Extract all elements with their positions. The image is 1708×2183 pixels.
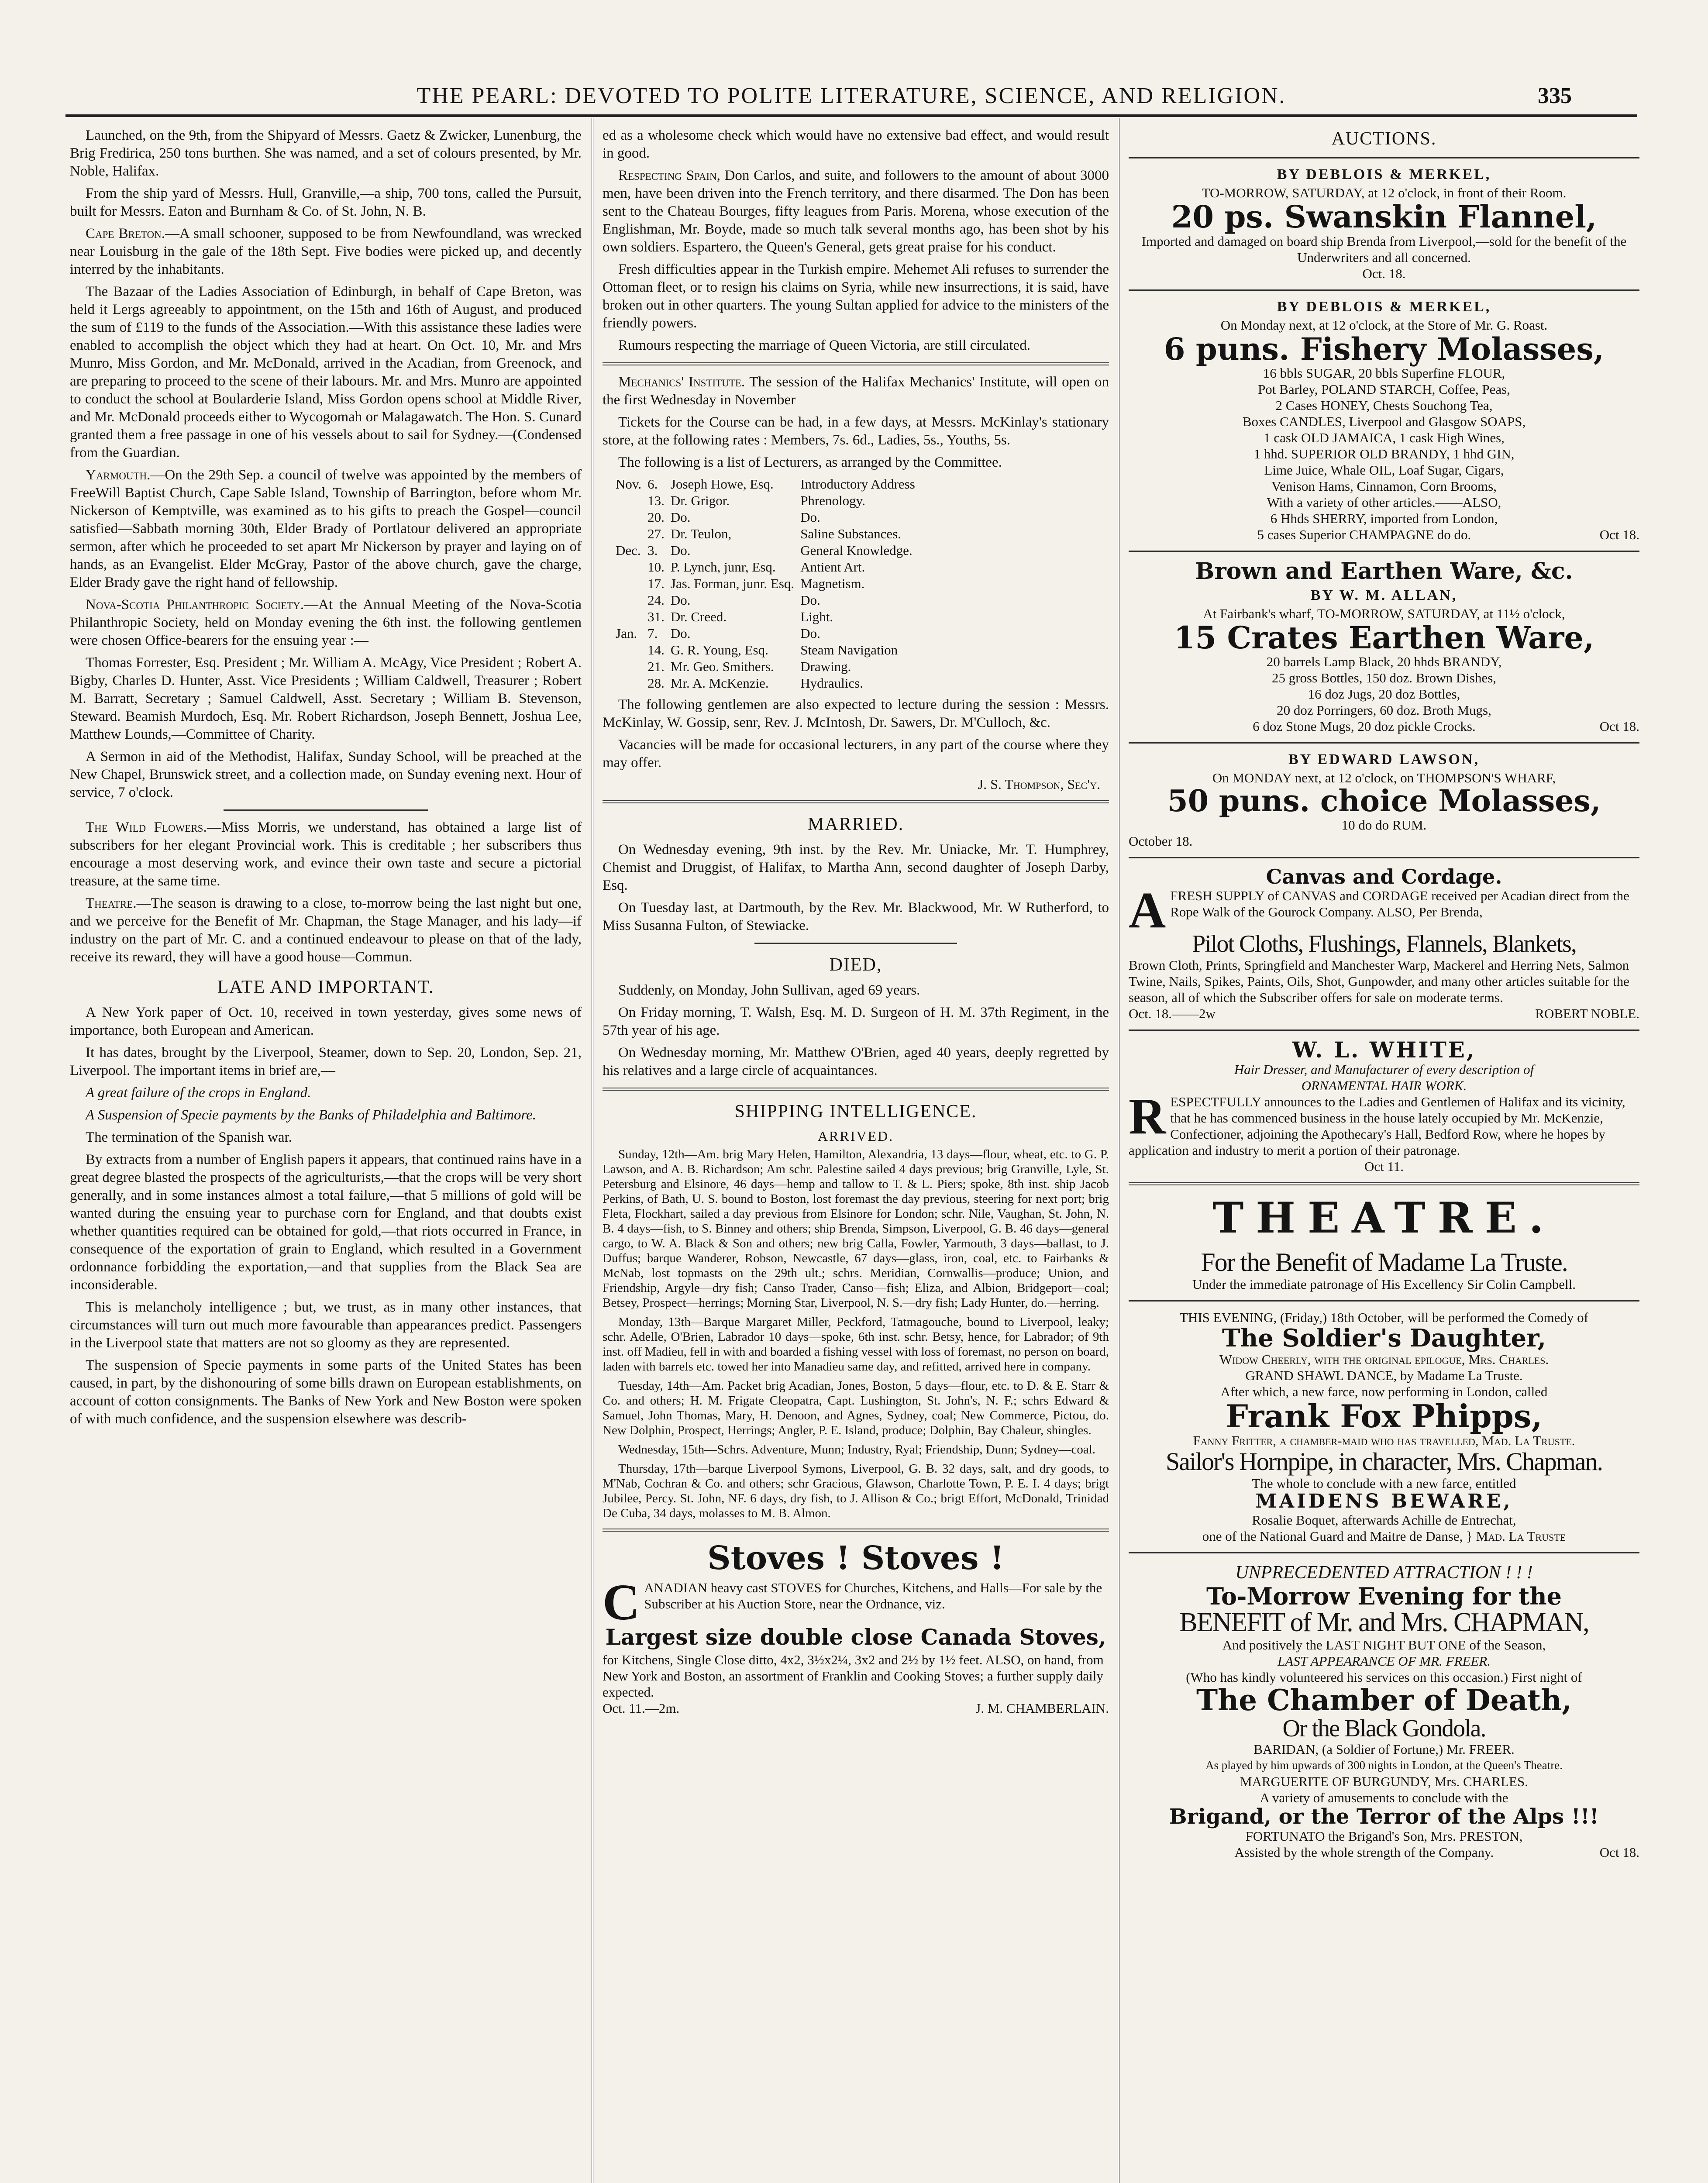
- stoves-text: ANADIAN heavy cast STOVES for Churches, Kitchens, and Halls—For sale by the Subscriber at his Auction Store, near the Ordnance, viz.: [644, 1580, 1102, 1611]
- sermon-paragraph: A Sermon in aid of the Methodist, Halifax, Sunday School, will be preached at the New Chapel, Brunswick street, and a collection made, on Sunday evening next. Hour of service, 7 o'clock.: [70, 749, 582, 800]
- auction-note: Imported and damaged on board ship Brenda from Liverpool,—sold for the benefit of the Underwriters and all concerned.: [1141, 233, 1627, 265]
- shipping-entry-thursday: Thursday, 17th—barque Liverpool Symons, Liverpool, G. B. 32 days, salt, and dry goods, to M'Nab, Cochran & Co. and others; schr Gracious, Glawson, Charlotte Town, P. E. I. 4 days; brigt Jubilee, Percy. St. John, NF. 6 days, dry fish, to J. Allison & Co.; brigt Effort, McDonald, Trinidad De Cuba, 34 days, molasses to M. B. Almon.: [603, 1462, 1109, 1520]
- auction-line-text: 5 cases Superior CHAMPAGNE do do.: [1257, 527, 1471, 542]
- auction-date: Oct 18.: [1599, 527, 1639, 542]
- theatre-footer: [1129, 1844, 1639, 1860]
- lecturers-intro: The following is a list of Lecturers, as arranged by the Committee.: [618, 455, 1002, 470]
- item-lead: Cape Breton.: [86, 226, 165, 241]
- auction-line-text: 6 doz Stone Mugs, 20 doz pickle Crocks.: [1253, 719, 1476, 734]
- auction-line: Lime Juice, Whale OIL, Loaf Sugar, Cigars,: [1264, 462, 1504, 478]
- lecture-row: [616, 476, 921, 492]
- lecture-row: [616, 642, 921, 658]
- play-cast: Widow Cheerly, with the original epilogue, Mrs. Charles.: [1219, 1351, 1549, 1367]
- play-cast: Rosalie Boquet, afterwards Achille de Entrechat,: [1252, 1512, 1516, 1528]
- play-title: The Chamber of Death,: [1196, 1683, 1572, 1718]
- lecture-month: [616, 642, 647, 658]
- lecture-name: Do.: [670, 543, 691, 558]
- auctioneer-name: BY EDWARD LAWSON,: [1288, 751, 1480, 768]
- divider: [1129, 742, 1639, 744]
- lecture-name: Mr. Geo. Smithers.: [670, 659, 774, 674]
- theatre-patronage: Under the immediate patronage of His Excellency Sir Colin Campbell.: [1192, 1277, 1576, 1292]
- lecture-month: [616, 575, 647, 592]
- canvas-footer: [1129, 1005, 1639, 1022]
- lecture-row: [616, 592, 921, 609]
- died-notice-1: Suddenly, on Monday, John Sullivan, aged 69 years.: [618, 982, 920, 998]
- lecture-topic: Saline Substances.: [800, 526, 901, 541]
- divider: [603, 1088, 1109, 1091]
- freer-last-appearance: LAST APPEARANCE OF MR. FREER.: [1278, 1653, 1491, 1669]
- lecture-month: [616, 609, 647, 625]
- divider: [224, 809, 428, 811]
- auction-headline: 6 puns. Fishery Molasses,: [1164, 331, 1605, 367]
- play-cast: one of the National Guard and Maitre de Danse, } Mad. La Truste: [1202, 1528, 1566, 1544]
- play-title: The Soldier's Daughter,: [1222, 1324, 1546, 1353]
- lecture-topic: Drawing.: [800, 659, 851, 674]
- stoves-date: Oct. 11.—2m.: [603, 1700, 680, 1716]
- lecture-topic: Do.: [800, 510, 820, 525]
- late-paragraph-2: It has dates, brought by the Liverpool, Steamer, down to Sep. 20, London, Sep. 21, Liverpool. The important items in brief are,—: [70, 1045, 582, 1078]
- lecture-topic: General Knowledge.: [800, 543, 913, 558]
- continued-paragraph: ed as a wholesome check which would have no extensive bad effect, and would result in good.: [603, 127, 1109, 161]
- item-lead: Nova-Scotia Philanthropic Society.: [86, 597, 304, 613]
- theatre-evening: THIS EVENING, (Friday,) 18th October, will be performed the Comedy of: [1180, 1310, 1588, 1326]
- hornpipe-headline: Sailor's Hornpipe, in character, Mrs. Chapman.: [1165, 1447, 1603, 1476]
- theatre-dance: GRAND SHAWL DANCE, by Madame La Truste.: [1245, 1367, 1523, 1383]
- news-bazaar-paragraph: The Bazaar of the Ladies Association of Edinburgh, in behalf of Cape Breton, was held it Lergs agreeably to appointment, on the 15th and 16th of August, and produced the sum of £119 to the funds of the Association.—With this assistance these ladies were enabled to accomplish the object which they had at heart. On Oct. 10, Mr. and Mrs Munro, Miss Gordon, and Mr. McDonald, arrived in the Acadian, from Greenock, and are preparing to proceed to the scene of their labours. Mr. and Mrs. Munro are appointed to conduct the school at Boularderie Island, Miss Gordon opens school at Middle River, and Mr. McDonald proceeds either to Wycogomah or Malagawatch. The Hon. S. Cunard granted them a free passage in one of his vessels about to sail for Sydney.—(Condensed from the Guardian.: [70, 284, 582, 461]
- dropcap: C: [603, 1574, 640, 1631]
- lecture-topic: Steam Navigation: [800, 642, 898, 658]
- play-cast: Fanny Fritter, a chamber-maid who has travelled, Mad. La Truste.: [1193, 1433, 1575, 1449]
- masthead-title: THE PEARL: DEVOTED TO POLITE LITERATURE, SCIENCE, AND RELIGION.: [417, 83, 1286, 108]
- column-divider-1: [592, 118, 593, 2183]
- tomorrow-evening: To-Morrow Evening for the: [1206, 1582, 1562, 1610]
- auctions-section: [1129, 128, 1639, 1185]
- canvas-headline: Pilot Cloths, Flushings, Flannels, Blankets,: [1192, 930, 1576, 957]
- shipping-entry-sunday: Sunday, 12th—Am. brig Mary Helen, Hamilton, Alexandria, 13 days—flour, wheat, etc. to G. P. Lawson, and A. B. Richardson; Am schr. Palestine sailed 4 days previous; brig Granville, Lyle, St. Petersburg and Elsinore, 46 days—hemp and tallow to T. & L. Piers; spoke, 8th inst. ship Jacob Perkins, of Bath, U. S. bound to Boston, lost foremast the day previous, steering for next port; brig Fleta, Flockhart, sailed a day previous from Elsinore for London; schr. Nile, Vaughan, St. John, N. B. 4 days—fish, to S. Binney and others; ship Brenda, Simpson, Liverpool, G. B. 46 days—general cargo, to W. A. Black & Son and others; new brig Calla, Fowler, Yarmouth, 3 days—ballast, to J. Duffus; barque Wanderer, Robson, Newcastle, 67 days—glass, iron, coal, etc. to Fairbanks & McNab, lost topmasts on the 29th ult.; schrs. Meridian, Cornwallis—produce; Union, and Friendship, Argyle—dry fish; Canso Trader, Canso—fish; Eliza, and Albion, Bridgeport—coal; Betsey, Prospect—herrings; Morning Star, Liverpool, N. S.—dry fish; Lady Hunter, do.—herring.: [603, 1147, 1109, 1310]
- divider: [1129, 1300, 1639, 1302]
- auction-title: Brown and Earthen Ware, &c.: [1195, 558, 1573, 585]
- lecture-day: 20.: [647, 510, 665, 525]
- lecture-topic: Magnetism.: [800, 576, 865, 591]
- lecture-name: Mr. A. McKenzie.: [670, 675, 769, 691]
- item-lead: Mechanics' Institute.: [618, 374, 745, 390]
- lecture-month: Nov.: [616, 476, 642, 492]
- lecture-row: [616, 559, 921, 575]
- auction-time: On MONDAY next, at 12 o'clock, on THOMPSON'S WHARF,: [1212, 770, 1556, 786]
- lecture-day: 31.: [647, 609, 665, 624]
- lecture-month: [616, 675, 647, 692]
- late-paragraph-3: By extracts from a number of English papers it appears, that continued rains have in a great degree blasted the prospects of the agriculturists,—that the crops will be very short generally, and in some instances almost a total failure,—that 5 millions of gold will be wanted during the ensuing year to purchase corn for England, and that doubts exist whether quantities required can be obtained for gold,—that riots occurred in France, in consequence of the exportation of grain to England, which resulted in a Government ordonnance forbidding the exportation,—and that supplies from the Black Sea are inconsiderable.: [70, 1152, 582, 1293]
- auction-headline: 50 puns. choice Molasses,: [1167, 784, 1601, 819]
- lecture-name: Do.: [670, 626, 691, 641]
- auctioneer-name: BY W. M. ALLAN,: [1310, 587, 1458, 603]
- lecture-month: [616, 492, 647, 509]
- married-heading: MARRIED.: [807, 814, 904, 834]
- wild-flowers-paragraph: [70, 819, 582, 890]
- canvas-signature: ROBERT NOBLE.: [1535, 1005, 1639, 1021]
- lecture-row: [616, 675, 921, 692]
- item-body: —A small schooner, supposed to be from Newfoundland, was wrecked near Louisburg in the gale of the 18th Sept. Five bodies were picked up, and decently interred by the inhabitants.: [70, 226, 582, 277]
- theatre-assisted: Assisted by the whole strength of the Company.: [1234, 1844, 1494, 1860]
- dropcap: A: [1129, 881, 1166, 939]
- auction-date: October 18.: [1129, 833, 1193, 849]
- arrived-subheading: ARRIVED.: [817, 1128, 894, 1144]
- theatre-paragraph: [70, 895, 582, 966]
- lecture-day: 27.: [647, 526, 665, 541]
- news-cape-breton-paragraph: [70, 225, 582, 279]
- lecture-topic: Hydraulics.: [800, 675, 863, 691]
- item-lead: Yarmouth.: [86, 467, 151, 483]
- lecture-day: 28.: [647, 675, 665, 691]
- divider: [1129, 1552, 1639, 1553]
- lecture-day: 24.: [647, 592, 665, 608]
- item-lead: The Wild Flowers.: [86, 819, 207, 835]
- item-body: —On the 29th Sep. a council of twelve was appointed by the members of FreeWill Baptist Church, Cape Sable Island, Township of Barrington, before whom Mr. Nickerson of Kemptville, was examined as to his gifts to preach the Gospel—council satisfied—Sabbath morning 30th, Elder Brady of Portlatour delivered an appropriate sermon, after which he proceeded to set apart Mr Nickerson by prayer and laying on of hands, as an Evangelist. Elder McGray, Pastor of the above church, gave the charge, Elder Brady gave the right hand of fellowship.: [70, 467, 582, 590]
- theatre-afterpiece: After which, a new farce, now performing in London, called: [1220, 1384, 1548, 1399]
- divider: [603, 1529, 1109, 1532]
- died-notice-2: On Friday morning, T. Walsh, Esq. M. D. Surgeon of H. M. 37th Regiment, in the 57th year of his age.: [603, 1005, 1109, 1038]
- lecture-row: [616, 609, 921, 625]
- lecture-name: P. Lynch, junr, Esq.: [670, 559, 776, 575]
- theatre-date: Oct 18.: [1599, 1844, 1639, 1860]
- auctioneer-name: BY DEBLOIS & MERKEL,: [1277, 298, 1491, 315]
- lecture-name: Dr. Teulon,: [670, 526, 732, 541]
- shipping-entry-tuesday: Tuesday, 14th—Am. Packet brig Acadian, Jones, Boston, 5 days—flour, etc. to D. & E. Starr & Co. and others; H. M. Frigate Cleopatra, Capt. Lushington, St. John's, N. F.; schrs Edward & Samuel, John Thomas, Mary, H. Denoon, and Agnes, Sydney, coal; New Commerce, Pictou, do. New Dolphin, Prospect, Herrings; Angler, P. E. Island, produce; Dolphin, Bay Chaleur, shingles.: [603, 1379, 1109, 1437]
- lecture-month: [616, 509, 647, 526]
- last-night: And positively the LAST NIGHT BUT ONE of the Season,: [1222, 1637, 1546, 1653]
- auction-line: 20 barrels Lamp Black, 20 hhds BRANDY,: [1266, 654, 1502, 670]
- play-cast: MARGUERITE OF BURGUNDY, Mrs. CHARLES.: [1240, 1774, 1528, 1790]
- theatre-variety: A variety of amusements to conclude with the: [1260, 1790, 1508, 1806]
- play-title: Frank Fox Phipps,: [1226, 1397, 1543, 1435]
- lecture-day: 10.: [647, 559, 665, 575]
- page-number: 335: [1538, 83, 1572, 108]
- news-shipyard-paragraph: From the ship yard of Messrs. Hull, Granville,—a ship, 700 tons, called the Pursuit, built for Messrs. Eaton and Burnham & Co. of St. John, N. B.: [70, 186, 582, 219]
- auction-line: 25 gross Bottles, 150 doz. Brown Dishes,: [1271, 670, 1497, 686]
- vacancies-paragraph: Vacancies will be made for occasional lecturers, in any part of the course where they may offer.: [603, 737, 1109, 771]
- lecture-row: [616, 492, 921, 509]
- turkish-paragraph: Fresh difficulties appear in the Turkish empire. Mehemet Ali refuses to surrender the Ottoman fleet, or to resign his claims on Syria, while new insurrections, it is said, have broken out in other quarters. The young Sultan applied for advice to the ministers of the friendly powers.: [603, 262, 1109, 331]
- divider: [603, 800, 1109, 803]
- lecture-month: [616, 526, 647, 542]
- stoves-heading: Stoves ! Stoves !: [707, 1539, 1004, 1577]
- lecture-row: [616, 625, 921, 642]
- item-body: The session of the Halifax Mechanics' Institute, will open on the first Wednesday in November: [603, 374, 1109, 408]
- auction-line: With a variety of other articles.——ALSO,: [1267, 495, 1501, 510]
- hairdresser-name: W. L. WHITE,: [1292, 1036, 1476, 1063]
- auction-line: Venison Hams, Cinnamon, Corn Brooms,: [1271, 479, 1497, 494]
- auction-line: 1 cask OLD JAMAICA, 1 cask High Wines,: [1264, 430, 1505, 445]
- auction-line: Pot Barley, POLAND STARCH, Coffee, Peas,: [1258, 382, 1510, 397]
- died-heading: DIED,: [829, 955, 882, 975]
- lecture-name: G. R. Young, Esq.: [670, 642, 768, 658]
- divider: [754, 943, 957, 944]
- spain-paragraph: [603, 167, 1109, 256]
- late-item-2: A Suspension of Specie payments by the Banks of Philadelphia and Baltimore.: [86, 1107, 536, 1123]
- auction-line: 1 hhd. SUPERIOR OLD BRANDY, 1 hhd GIN,: [1253, 446, 1515, 461]
- column-2: [603, 127, 1109, 2183]
- hairdresser-text: ESPECTFULLY announces to the Ladies and Gentlemen of Halifax and its vicinity, that he has commenced business in the house lately occupied by Mr. McKenzie, Confectioner, adjoining the Apothecary's Hall, Bedford Row, where he hopes by application and industry to merit a portion of their patronage.: [1129, 1094, 1625, 1158]
- auction-headline: 20 ps. Swanskin Flannel,: [1171, 199, 1597, 235]
- divider: [1129, 857, 1639, 858]
- late-item-1: A great failure of the crops in England.: [86, 1085, 311, 1101]
- lecture-day: 17.: [647, 576, 665, 591]
- hairdresser-trade-2: ORNAMENTAL HAIR WORK.: [1301, 1078, 1467, 1094]
- auction-time: On Monday next, at 12 o'clock, at the Store of Mr. G. Roast.: [1220, 317, 1548, 333]
- auction-line: [1129, 527, 1639, 543]
- auction-line: 6 Hhds SHERRY, imported from London,: [1270, 511, 1498, 526]
- lecture-schedule: [616, 476, 921, 692]
- item-lead: Respecting Spain,: [618, 168, 720, 183]
- item-body: —Miss Morris, we understand, has obtained a large list of subscribers for her elegant Provincial work. This is creditable ; her subscribers thus encourage a most deserving work, and evince their own taste and secure a pictorial treasure, at the same time.: [70, 819, 582, 889]
- auction-line: 20 doz Porringers, 60 doz. Broth Mugs,: [1277, 702, 1491, 718]
- lecture-row: [616, 575, 921, 592]
- lecture-row: [616, 526, 921, 542]
- lecture-name: Do.: [670, 510, 691, 525]
- theatre-benefit: For the Benefit of Madame La Truste.: [1201, 1248, 1567, 1277]
- late-item-3: The termination of the Spanish war.: [86, 1129, 292, 1145]
- officers-paragraph: Thomas Forrester, Esq. President ; Mr. William A. McAgy, Vice President ; Robert A. Bigby, Charles D. Hunter, Asst. Vice Presidents ; William Caldwell, Treasurer ; Robert M. Barratt, Secretary ; Samuel Caldwell, Asst. Secretary ; William B. Stevenson, Steward. Beamish Murdoch, Esq. Mr. Robert Richardson, Joseph Bennett, Joshua Lee, Matthew Lounds,—Committee of Charity.: [70, 655, 582, 742]
- header-rule: [65, 114, 1637, 117]
- canvas-cordage-title: Canvas and Cordage.: [1266, 865, 1502, 889]
- play-cast-line: one of the National Guard and Maitre de Danse,: [1202, 1528, 1463, 1544]
- divider: [1129, 289, 1639, 291]
- news-philanthropic-paragraph: [70, 596, 582, 650]
- shipping-entry-monday: Monday, 13th—Barque Margaret Miller, Peckford, Tatmagouche, bound to Liverpool, leaky; schr. Adelle, O'Brien, Labrador 10 days—spoke, 6th inst. schr. Betsy, hence, for Labrador; of 9th inst. off Madieu, fell in with and boarded a fishing vessel with loss of foremast, no person on board, laden with barrels etc. towed her into Manadieu same day, and refitted, arrived here in company.: [603, 1315, 1109, 1374]
- late-paragraph-5: The suspension of Specie payments in some parts of the United States has been caused, in part, by the dishonouring of some bills drawn on European establishments, on account of cotton consignments. The Banks of New York and New Boston were spoken of with much confidence, and the suspension elsewhere was describ-: [70, 1357, 582, 1427]
- stoves-advertisement: [603, 1539, 1109, 1716]
- auction-line: Boxes CANDLES, Liverpool and Glasgow SOAPS,: [1242, 414, 1526, 429]
- news-launch-paragraph: Launched, on the 9th, from the Shipyard of Messrs. Gaetz & Zwicker, Lunenburg, the Brig Fredirica, 250 tons burthen. She was named, and a set of colours presented, by Mr. Noble, Halifax.: [70, 127, 582, 179]
- lecture-topic: Introductory Address: [800, 476, 915, 492]
- canvas-date: Oct. 18.——2w: [1129, 1005, 1216, 1021]
- lecture-day: 14.: [647, 642, 665, 658]
- auctions-heading: AUCTIONS.: [1331, 129, 1437, 149]
- lecture-row: [616, 509, 921, 526]
- divider: [1129, 157, 1639, 158]
- late-important-heading: LATE AND IMPORTANT.: [217, 977, 434, 997]
- item-body: Don Carlos, and suite, and followers to the amount of about 3000 men, have been driven into the French territory, and there disarmed. The Don has been sent to the Chateau Bourges, fifty leagues from Paris. Morena, whose execution of the Englishman, Mr. Boyde, made so much talk several months ago, has been shot by his own soldiers. Espartero, the Queen's General, gets great praise for his conduct.: [603, 168, 1109, 255]
- theatre-conclude: The whole to conclude with a new farce, entitled: [1252, 1476, 1516, 1491]
- lecture-topic: Do.: [800, 626, 820, 641]
- auction-line: 16 doz Jugs, 20 doz Bottles,: [1308, 686, 1460, 702]
- lecture-row: [616, 658, 921, 675]
- play-cast: FORTUNATO the Brigand's Son, Mrs. PRESTON,: [1245, 1828, 1523, 1844]
- lecture-topic: Phrenology.: [800, 493, 865, 508]
- hairdresser-trade: Hair Dresser, and Manufacturer of every description of: [1234, 1062, 1534, 1078]
- divider: [1129, 1030, 1639, 1031]
- column-1: [70, 127, 582, 2183]
- auctioneer-name: BY DEBLOIS & MERKEL,: [1277, 166, 1491, 182]
- shipping-entry-wednesday: Wednesday, 15th—Schrs. Adventure, Munn; Industry, Ryal; Friendship, Dunn; Sydney—coal.: [618, 1443, 1096, 1456]
- lecture-topic: Light.: [800, 609, 833, 624]
- lecture-month: [616, 592, 647, 609]
- news-yarmouth-paragraph: [70, 466, 582, 592]
- play-subtitle: Or the Black Gondola.: [1282, 1715, 1486, 1742]
- late-paragraph-4: This is melancholy intelligence ; but, we trust, as in many other instances, that circumstances will turn out much more favourable than appearances predict. Passengers in the Liverpool state that matters are not so gloomy as they are represented.: [70, 1299, 582, 1351]
- divider: [1129, 1182, 1639, 1185]
- canvas-text: FRESH SUPPLY of CANVAS and CORDAGE received per Acadian direct from the Rope Walk of the Gourock Company. ALSO, Per Brenda,: [1170, 888, 1629, 919]
- auction-time: At Fairbank's wharf, TO-MORROW, SATURDAY, at 11½ o'clock,: [1203, 606, 1565, 621]
- item-body: —The season is drawing to a close, to-morrow being the last night but one, and we perceive for the Benefit of Mr. Chapman, the Stage Manager, and his lady—if industry on the part of Mr. C. and a continued endeavour to please on that of the lady, receive its reward, they will have a good house—Commun.: [70, 895, 582, 965]
- play-cast-note: As played by him upwards of 300 nights in London, at the Queen's Theatre.: [1205, 1759, 1563, 1772]
- lecture-day: 3.: [647, 543, 658, 558]
- secretary-signature: J. S. Thompson, Sec'y.: [978, 776, 1100, 792]
- lecture-name: Dr. Creed.: [670, 609, 727, 624]
- stoves-footer: [603, 1700, 1109, 1716]
- lecture-name: Dr. Grigor.: [670, 493, 730, 508]
- dropcap: R: [1129, 1088, 1166, 1145]
- lecture-day: 13.: [647, 493, 665, 508]
- lecture-day: 21.: [647, 659, 665, 674]
- lecture-month: Jan.: [616, 626, 637, 641]
- masthead: [65, 83, 1637, 109]
- unprecedented-attraction: UNPRECEDENTED ATTRACTION ! ! !: [1235, 1562, 1533, 1583]
- divider: [1129, 551, 1639, 552]
- auction-line: 2 Cases HONEY, Chests Souchong Tea,: [1275, 398, 1493, 413]
- stoves-feature-line: Largest size double close Canada Stoves,: [605, 1624, 1106, 1650]
- auction-line: 10 do do RUM.: [1341, 817, 1427, 833]
- divider: [603, 362, 1109, 365]
- auction-time: TO-MORROW, SATURDAY, at 12 o'clock, in front of their Room.: [1202, 185, 1567, 200]
- lecture-topic: Do.: [800, 592, 820, 608]
- theatre-title: THEATRE.: [1212, 1193, 1556, 1243]
- auction-line: [1129, 718, 1639, 734]
- married-notice-1: On Wednesday evening, 9th inst. by the Rev. Mr. Uniacke, Mr. T. Humphrey, Chemist and Druggist, of Halifax, to Martha Ann, second daughter of Joseph Darby, Esq.: [603, 842, 1109, 893]
- married-notice-2: On Tuesday last, at Dartmouth, by the Rev. Mr. Blackwood, Mr. W Rutherford, to Miss Susanna Fulton, of Stewiacke.: [603, 900, 1109, 933]
- lecture-month: [616, 658, 647, 675]
- play-title: Brigand, or the Terror of the Alps !!!: [1169, 1804, 1599, 1829]
- lecture-row: [616, 542, 921, 559]
- lecture-name: Joseph Howe, Esq.: [670, 476, 774, 492]
- lecture-topic: Antient Art.: [800, 559, 865, 575]
- auction-date: Oct 18.: [1599, 719, 1639, 734]
- lecture-month: Dec.: [616, 543, 641, 558]
- tickets-paragraph: Tickets for the Course can be had, in a few days, at Messrs. McKinlay's stationary store, at the following rates : Members, 7s. 6d., Ladies, 5s., Youths, 5s.: [603, 414, 1109, 448]
- died-notice-3: On Wednesday morning, Mr. Matthew O'Brien, aged 40 years, deeply regretted by his relatives and a large circle of acquaintances.: [603, 1045, 1109, 1078]
- column-divider-2: [1118, 118, 1119, 2183]
- late-paragraph-1: A New York paper of Oct. 10, received in town yesterday, gives some news of importance, both European and American.: [70, 1005, 582, 1038]
- lecture-month: [616, 559, 647, 575]
- lecture-name: Jas. Forman, junr. Esq.: [670, 576, 795, 591]
- item-body: —At the Annual Meeting of the Nova-Scotia Philanthropic Society, held on Monday evening the 6th inst. the following gentlemen were chosen Office-bearers for the ensuing year :—: [70, 597, 582, 648]
- victoria-paragraph: Rumours respecting the marriage of Queen Victoria, are still circulated.: [618, 337, 1030, 353]
- play-title: MAIDENS BEWARE,: [1255, 1490, 1513, 1513]
- hairdresser-date: Oct 11.: [1364, 1159, 1404, 1174]
- stoves-signature: J. M. CHAMBERLAIN.: [975, 1700, 1109, 1716]
- mechanics-paragraph: [603, 373, 1109, 409]
- lecture-day: 7.: [647, 626, 658, 641]
- volunteer-note: (Who has kindly volunteered his services on this occasion.) First night of: [1186, 1670, 1582, 1685]
- canvas-text-2: Brown Cloth, Prints, Springfield and Manchester Warp, Mackerel and Herring Nets, Salmon Twine, Nails, Spikes, Paints, Oils, Shot, Gunpowder, and many other articles suitable for the season, all of which the Subscriber offers for sale on moderate terms.: [1129, 957, 1629, 1005]
- auction-date: Oct. 18.: [1362, 265, 1406, 281]
- lecture-name: Do.: [670, 592, 691, 608]
- play-cast: BARIDAN, (a Soldier of Fortune,) Mr. FREER.: [1253, 1742, 1515, 1757]
- lecture-day: 6.: [647, 476, 658, 492]
- stoves-details: for Kitchens, Single Close ditto, 4x2, 3½x2¼, 3x2 and 2½ by 1½ feet. ALSO, on hand, from New York and Boston, an assortment of Franklin and Cooking Stoves; a further supply daily expected.: [603, 1652, 1104, 1700]
- play-cast-actor: Mad. La Truste: [1476, 1528, 1566, 1544]
- other-lecturers-paragraph: The following gentlemen are also expected to lecture during the session : Messrs. McKinlay, W. Gossip, senr, Rev. J. McIntosh, Dr. Sawers, Dr. M'Culloch, &c.: [603, 697, 1109, 730]
- theatre-advertisement: [1129, 1193, 1639, 1860]
- auction-line: 16 bbls SUGAR, 20 bbls Superfine FLOUR,: [1263, 365, 1505, 381]
- auction-headline: 15 Crates Earthen Ware,: [1174, 619, 1594, 656]
- shipping-heading: SHIPPING INTELLIGENCE.: [734, 1102, 977, 1122]
- item-lead: Theatre.: [86, 895, 137, 911]
- column-3: [1129, 127, 1639, 2183]
- chapman-benefit: BENEFIT of Mr. and Mrs. CHAPMAN,: [1179, 1608, 1589, 1638]
